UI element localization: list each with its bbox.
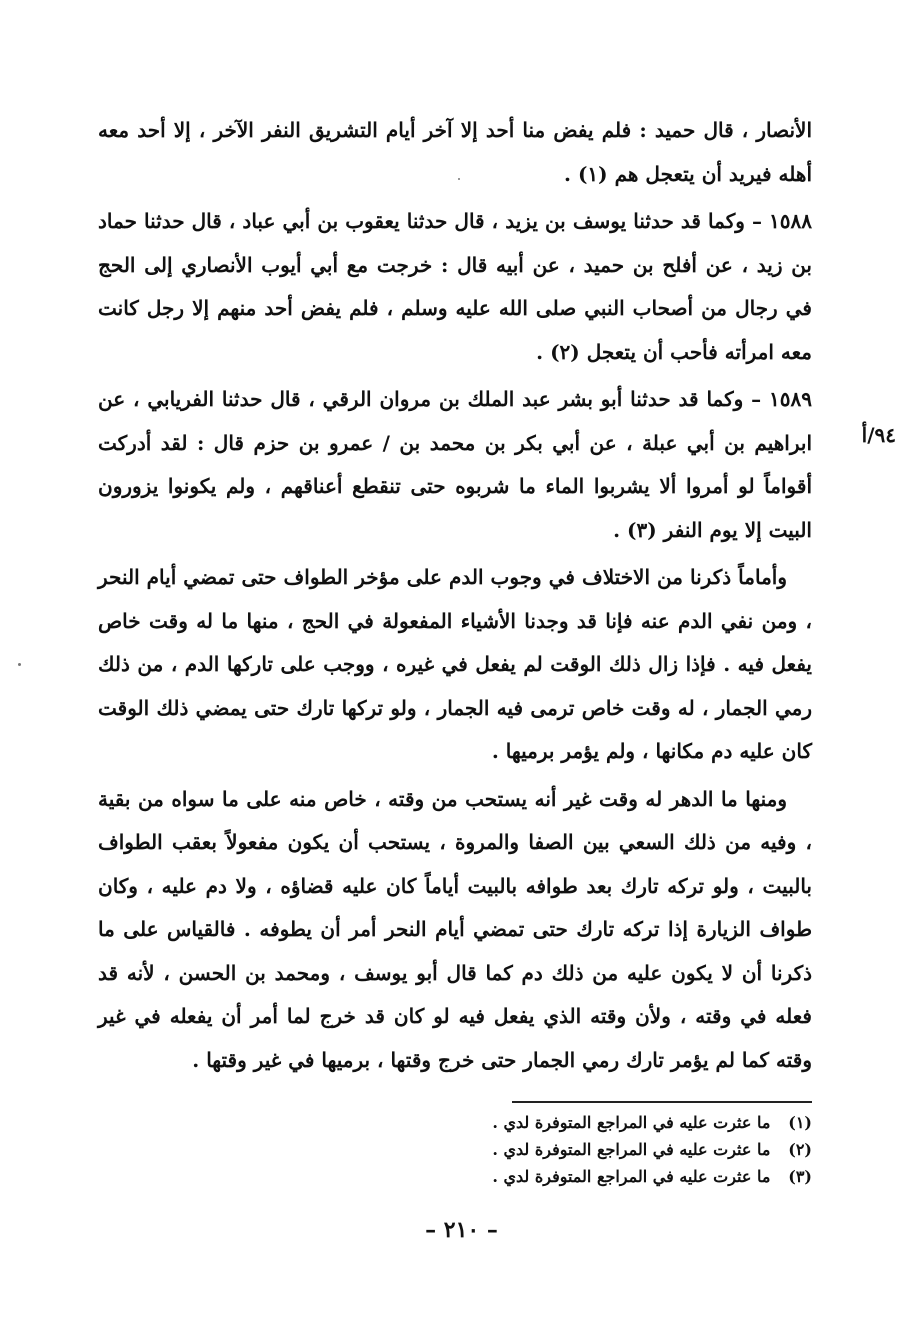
footnote-text: ما عثرت عليه في المراجع المتوفرة لدي . (492, 1140, 771, 1159)
footnote-number: (٢) (788, 1140, 812, 1159)
scan-speck (458, 178, 460, 180)
footnote-1 (412, 1109, 812, 1136)
paragraph-hadith-1588: ١٥٨٨ – وكما قد حدثنا يوسف بن يزيد ، قال حدثنا يعقوب بن أبي عباد ، قال حدثنا حماد بن زيد ، عن أفلح بن حميد ، عن أبيه قال : خرجت مع أبي أيوب الأنصاري إلى الحج في رجال من أصحاب النبي صلى الله عليه وسلم ، فلم يفض أحد منهم إلا رجل كانت معه امرأته فأحب أن يتعجل (٢) . (98, 209, 812, 364)
footnote-number: (٣) (788, 1167, 812, 1186)
paragraph-1: الأنصار ، قال حميد : فلم يفض منا أحد إلا آخر أيام التشريق النفر الآخر ، إلا أحد معه أهله فيريد أن يتعجل هم (١) . (98, 118, 812, 186)
scan-speck (18, 663, 21, 666)
folio-margin-note: ٩٤/أ (861, 423, 896, 447)
paragraph-hadith-1589: ١٥٨٩ – وكما قد حدثنا أبو بشر عبد الملك بن مروان الرقي ، قال حدثنا الفريابي ، عن ابراهيم بن أبي عبلة ، عن أبي بكر بن محمد بن / عمرو بن حزم قال : لقد أدركت أقواماً لو أمروا ألا يشربوا الماء ما شربوه حتى تنقطع أعناقهم ، ولم يكونوا يزورون البيت إلا يوم النفر (٣) . (98, 387, 812, 542)
footnote-3 (412, 1163, 812, 1190)
page-number: – ٢١٠ – (425, 1217, 498, 1243)
footnote-divider (512, 1101, 812, 1103)
footnote-2 (412, 1136, 812, 1163)
footnotes (412, 1109, 812, 1190)
footnote-text: ما عثرت عليه في المراجع المتوفرة لدي . (492, 1113, 771, 1132)
main-text (98, 109, 812, 1082)
paragraph-5: ومنها ما الدهر له وقت غير أنه يستحب من وقته ، خاص منه على ما سواه من بقية ، وفيه من ذلك السعي بين الصفا والمروة ، يستحب أن يكون مفعولاً بعقب الطواف بالبيت ، ولو تركه تارك بعد طوافه بالبيت أياماً كان عليه قضاؤه ، ولا دم عليه ، وكان طواف الزيارة إذا تركه تارك حتى تمضي أيام النحر أمر أن يطوفه . فالقياس على ما ذكرنا أن لا يكون عليه من ذلك دم كما قال أبو يوسف ، ومحمد بن الحسن ، لأنه قد فعله في وقته ، ولأن وقته الذي يفعل فيه لو كان قد خرج لما أمر أن يفعله في غير وقته كما لم يؤمر تارك رمي الجمار حتى خرج وقتها ، برميها في غير وقتها . (98, 786, 812, 1072)
paragraph-4: وأماماً ذكرنا من الاختلاف في وجوب الدم على مؤخر الطواف حتى تمضي أيام النحر ، ومن نفي الدم عنه فإنا قد وجدنا الأشياء المفعولة في الحج ، منها ما له وقت خاص يفعل فيه . فإذا زال ذلك الوقت لم يفعل في غيره ، ووجب على تاركها الدم ، من ذلك رمي الجمار ، له وقت خاص ترمى فيه الجمار ، ولو تركها تارك حتى يمضي ذلك الوقت كان عليه دم مكانها ، ولم يؤمر برميها . (98, 565, 812, 763)
footnote-number: (١) (788, 1113, 812, 1132)
footnote-text: ما عثرت عليه في المراجع المتوفرة لدي . (492, 1167, 771, 1186)
